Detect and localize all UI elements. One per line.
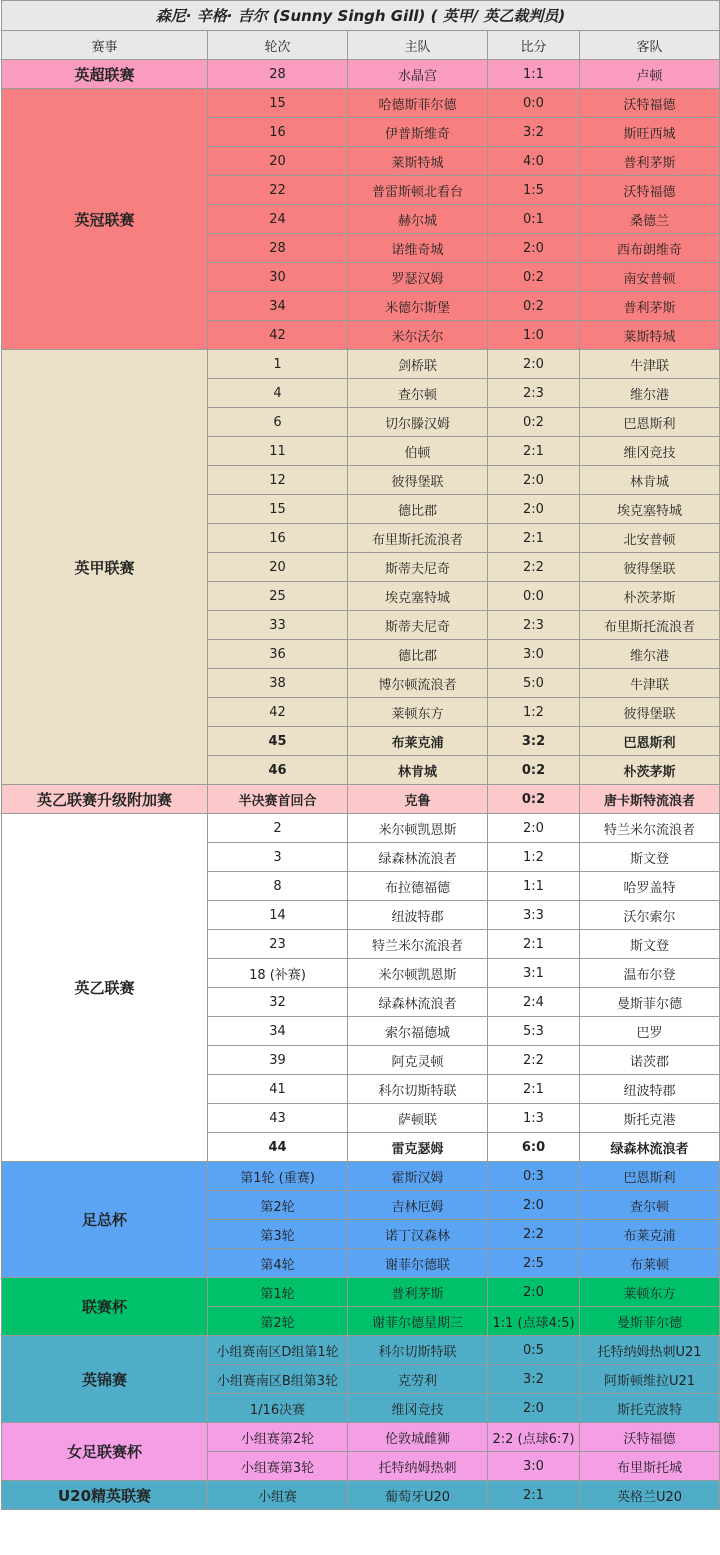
score-cell: 1:0 [488,321,580,350]
score-cell: 2:1 [488,437,580,466]
table-row [2,89,720,118]
title-row [2,1,720,31]
round-cell: 30 [208,263,348,292]
away-team-cell: 朴茨茅斯 [580,756,720,785]
table-title: 森尼· 辛格· 吉尔 (Sunny Singh Gill) ( 英甲/ 英乙裁判员) [2,1,720,31]
round-cell: 42 [208,321,348,350]
round-cell: 25 [208,582,348,611]
away-team-cell: 斯托克港 [580,1104,720,1133]
round-cell: 23 [208,930,348,959]
header-home-team: 主队 [348,31,488,60]
home-team-cell: 莱斯特城 [348,147,488,176]
score-cell: 2:0 [488,1394,580,1423]
round-cell: 34 [208,1017,348,1046]
score-cell: 1:1 [488,60,580,89]
score-cell: 3:0 [488,1452,580,1481]
round-cell: 4 [208,379,348,408]
round-cell: 46 [208,756,348,785]
away-team-cell: 巴恩斯利 [580,1162,720,1191]
away-team-cell: 北安普顿 [580,524,720,553]
score-cell: 1:1 [488,872,580,901]
away-team-cell: 斯文登 [580,843,720,872]
competition-cell: 英超联赛 [2,60,208,89]
round-cell: 28 [208,234,348,263]
table-row [2,814,720,843]
round-cell: 半决赛首回合 [208,785,348,814]
away-team-cell: 林肯城 [580,466,720,495]
round-cell: 41 [208,1075,348,1104]
away-team-cell: 维尔港 [580,640,720,669]
score-cell: 3:3 [488,901,580,930]
away-team-cell: 阿斯顿维拉U21 [580,1365,720,1394]
home-team-cell: 伦敦城雌狮 [348,1423,488,1452]
home-team-cell: 罗瑟汉姆 [348,263,488,292]
round-cell: 39 [208,1046,348,1075]
away-team-cell: 曼斯菲尔德 [580,1307,720,1336]
away-team-cell: 布莱克浦 [580,1220,720,1249]
home-team-cell: 阿克灵顿 [348,1046,488,1075]
away-team-cell: 巴恩斯利 [580,408,720,437]
score-cell: 2:0 [488,350,580,379]
round-cell: 45 [208,727,348,756]
score-cell: 3:0 [488,640,580,669]
round-cell: 28 [208,60,348,89]
home-team-cell: 布拉德福德 [348,872,488,901]
home-team-cell: 莱顿东方 [348,698,488,727]
round-cell: 15 [208,495,348,524]
home-team-cell: 克鲁 [348,785,488,814]
competition-cell: 英乙联赛升级附加赛 [2,785,208,814]
round-cell: 小组赛第3轮 [208,1452,348,1481]
away-team-cell: 布里斯托流浪者 [580,611,720,640]
table-row [2,60,720,89]
round-cell: 20 [208,147,348,176]
competition-cell: 英冠联赛 [2,89,208,350]
away-team-cell: 普利茅斯 [580,292,720,321]
away-team-cell: 查尔顿 [580,1191,720,1220]
score-cell: 0:1 [488,205,580,234]
round-cell: 第2轮 [208,1191,348,1220]
score-cell: 2:5 [488,1249,580,1278]
score-cell: 0:2 [488,292,580,321]
score-cell: 0:2 [488,756,580,785]
score-cell: 3:2 [488,118,580,147]
away-team-cell: 布里斯托城 [580,1452,720,1481]
home-team-cell: 斯蒂夫尼奇 [348,611,488,640]
round-cell: 小组赛南区B组第3轮 [208,1365,348,1394]
round-cell: 2 [208,814,348,843]
away-team-cell: 诺茨郡 [580,1046,720,1075]
score-cell: 1:1 (点球4:5) [488,1307,580,1336]
round-cell: 14 [208,901,348,930]
home-team-cell: 谢菲尔德联 [348,1249,488,1278]
table-row [2,1162,720,1191]
away-team-cell: 沃特福德 [580,176,720,205]
away-team-cell: 沃尔索尔 [580,901,720,930]
away-team-cell: 维冈竞技 [580,437,720,466]
score-cell: 2:0 [488,814,580,843]
away-team-cell: 朴茨茅斯 [580,582,720,611]
score-cell: 2:3 [488,611,580,640]
home-team-cell: 诺维奇城 [348,234,488,263]
home-team-cell: 维冈竞技 [348,1394,488,1423]
away-team-cell: 唐卡斯特流浪者 [580,785,720,814]
home-team-cell: 葡萄牙U20 [348,1481,488,1510]
score-cell: 1:2 [488,843,580,872]
header-round: 轮次 [208,31,348,60]
round-cell: 11 [208,437,348,466]
home-team-cell: 米德尔斯堡 [348,292,488,321]
home-team-cell: 林肯城 [348,756,488,785]
home-team-cell: 博尔顿流浪者 [348,669,488,698]
away-team-cell: 斯旺西城 [580,118,720,147]
away-team-cell: 温布尔登 [580,959,720,988]
round-cell: 16 [208,524,348,553]
home-team-cell: 米尔顿凯恩斯 [348,814,488,843]
away-team-cell: 莱斯特城 [580,321,720,350]
score-cell: 3:2 [488,727,580,756]
away-team-cell: 埃克塞特城 [580,495,720,524]
round-cell: 第3轮 [208,1220,348,1249]
home-team-cell: 普雷斯顿北看台 [348,176,488,205]
home-team-cell: 科尔切斯特联 [348,1075,488,1104]
round-cell: 36 [208,640,348,669]
away-team-cell: 沃特福德 [580,1423,720,1452]
home-team-cell: 彼得堡联 [348,466,488,495]
round-cell: 小组赛南区D组第1轮 [208,1336,348,1365]
away-team-cell: 巴罗 [580,1017,720,1046]
home-team-cell: 雷克瑟姆 [348,1133,488,1162]
header-competition: 赛事 [2,31,208,60]
away-team-cell: 曼斯菲尔德 [580,988,720,1017]
away-team-cell: 牛津联 [580,669,720,698]
competition-cell: 女足联赛杯 [2,1423,208,1481]
score-cell: 2:1 [488,930,580,959]
away-team-cell: 英格兰U20 [580,1481,720,1510]
score-cell: 2:4 [488,988,580,1017]
header-away-team: 客队 [580,31,720,60]
round-cell: 24 [208,205,348,234]
score-cell: 2:1 [488,1481,580,1510]
score-cell: 0:3 [488,1162,580,1191]
away-team-cell: 沃特福德 [580,89,720,118]
home-team-cell: 绿森林流浪者 [348,843,488,872]
score-cell: 2:0 [488,1278,580,1307]
round-cell: 第4轮 [208,1249,348,1278]
home-team-cell: 索尔福德城 [348,1017,488,1046]
score-cell: 2:2 (点球6:7) [488,1423,580,1452]
home-team-cell: 霍斯汉姆 [348,1162,488,1191]
score-cell: 2:0 [488,466,580,495]
score-cell: 0:2 [488,785,580,814]
home-team-cell: 伯顿 [348,437,488,466]
home-team-cell: 托特纳姆热刺 [348,1452,488,1481]
table-row [2,1481,720,1510]
away-team-cell: 桑德兰 [580,205,720,234]
round-cell: 小组赛 [208,1481,348,1510]
score-cell: 2:0 [488,234,580,263]
score-cell: 2:1 [488,1075,580,1104]
score-cell: 0:0 [488,89,580,118]
away-team-cell: 纽波特郡 [580,1075,720,1104]
away-team-cell: 南安普顿 [580,263,720,292]
score-cell: 1:5 [488,176,580,205]
round-cell: 20 [208,553,348,582]
home-team-cell: 斯蒂夫尼奇 [348,553,488,582]
away-team-cell: 绿森林流浪者 [580,1133,720,1162]
score-cell: 3:2 [488,1365,580,1394]
away-team-cell: 彼得堡联 [580,698,720,727]
score-cell: 2:0 [488,495,580,524]
away-team-cell: 普利茅斯 [580,147,720,176]
table-row [2,350,720,379]
score-cell: 4:0 [488,147,580,176]
round-cell: 43 [208,1104,348,1133]
table-row [2,1336,720,1365]
home-team-cell: 特兰米尔流浪者 [348,930,488,959]
round-cell: 44 [208,1133,348,1162]
home-team-cell: 米尔沃尔 [348,321,488,350]
away-team-cell: 哈罗盖特 [580,872,720,901]
table-body [2,60,720,1510]
round-cell: 第1轮 (重赛) [208,1162,348,1191]
home-team-cell: 赫尔城 [348,205,488,234]
home-team-cell: 萨顿联 [348,1104,488,1133]
home-team-cell: 布里斯托流浪者 [348,524,488,553]
competition-cell: 英锦赛 [2,1336,208,1423]
away-team-cell: 西布朗维奇 [580,234,720,263]
round-cell: 6 [208,408,348,437]
round-cell: 42 [208,698,348,727]
round-cell: 8 [208,872,348,901]
score-cell: 3:1 [488,959,580,988]
home-team-cell: 吉林厄姆 [348,1191,488,1220]
score-cell: 0:0 [488,582,580,611]
away-team-cell: 莱顿东方 [580,1278,720,1307]
home-team-cell: 埃克塞特城 [348,582,488,611]
score-cell: 0:5 [488,1336,580,1365]
competition-cell: U20精英联赛 [2,1481,208,1510]
round-cell: 15 [208,89,348,118]
home-team-cell: 普利茅斯 [348,1278,488,1307]
score-cell: 2:1 [488,524,580,553]
away-team-cell: 布莱顿 [580,1249,720,1278]
score-cell: 0:2 [488,408,580,437]
competition-cell: 联赛杯 [2,1278,208,1336]
away-team-cell: 卢顿 [580,60,720,89]
round-cell: 34 [208,292,348,321]
home-team-cell: 德比郡 [348,640,488,669]
round-cell: 16 [208,118,348,147]
round-cell: 3 [208,843,348,872]
home-team-cell: 德比郡 [348,495,488,524]
competition-cell: 足总杯 [2,1162,208,1278]
table-row [2,785,720,814]
away-team-cell: 巴恩斯利 [580,727,720,756]
score-cell: 0:2 [488,263,580,292]
home-team-cell: 科尔切斯特联 [348,1336,488,1365]
home-team-cell: 米尔顿凯恩斯 [348,959,488,988]
home-team-cell: 剑桥联 [348,350,488,379]
score-cell: 1:3 [488,1104,580,1133]
home-team-cell: 水晶宫 [348,60,488,89]
score-cell: 2:2 [488,1046,580,1075]
home-team-cell: 谢菲尔德星期三 [348,1307,488,1336]
round-cell: 22 [208,176,348,205]
home-team-cell: 诺丁汉森林 [348,1220,488,1249]
away-team-cell: 斯文登 [580,930,720,959]
round-cell: 1/16决赛 [208,1394,348,1423]
score-cell: 1:2 [488,698,580,727]
round-cell: 32 [208,988,348,1017]
home-team-cell: 绿森林流浪者 [348,988,488,1017]
round-cell: 38 [208,669,348,698]
home-team-cell: 切尔滕汉姆 [348,408,488,437]
round-cell: 12 [208,466,348,495]
score-cell: 2:2 [488,1220,580,1249]
away-team-cell: 特兰米尔流浪者 [580,814,720,843]
round-cell: 第1轮 [208,1278,348,1307]
home-team-cell: 布莱克浦 [348,727,488,756]
table-row [2,1278,720,1307]
away-team-cell: 斯托克波特 [580,1394,720,1423]
table-row [2,1423,720,1452]
home-team-cell: 查尔顿 [348,379,488,408]
referee-match-table [1,0,720,1510]
home-team-cell: 克劳利 [348,1365,488,1394]
competition-cell: 英乙联赛 [2,814,208,1162]
round-cell: 33 [208,611,348,640]
home-team-cell: 纽波特郡 [348,901,488,930]
header-row [2,31,720,60]
score-cell: 2:2 [488,553,580,582]
score-cell: 2:0 [488,1191,580,1220]
home-team-cell: 哈德斯菲尔德 [348,89,488,118]
header-score: 比分 [488,31,580,60]
round-cell: 小组赛第2轮 [208,1423,348,1452]
away-team-cell: 维尔港 [580,379,720,408]
away-team-cell: 彼得堡联 [580,553,720,582]
round-cell: 1 [208,350,348,379]
score-cell: 5:0 [488,669,580,698]
home-team-cell: 伊普斯维奇 [348,118,488,147]
away-team-cell: 牛津联 [580,350,720,379]
round-cell: 第2轮 [208,1307,348,1336]
away-team-cell: 托特纳姆热刺U21 [580,1336,720,1365]
score-cell: 5:3 [488,1017,580,1046]
score-cell: 2:3 [488,379,580,408]
score-cell: 6:0 [488,1133,580,1162]
competition-cell: 英甲联赛 [2,350,208,785]
round-cell: 18 (补赛) [208,959,348,988]
